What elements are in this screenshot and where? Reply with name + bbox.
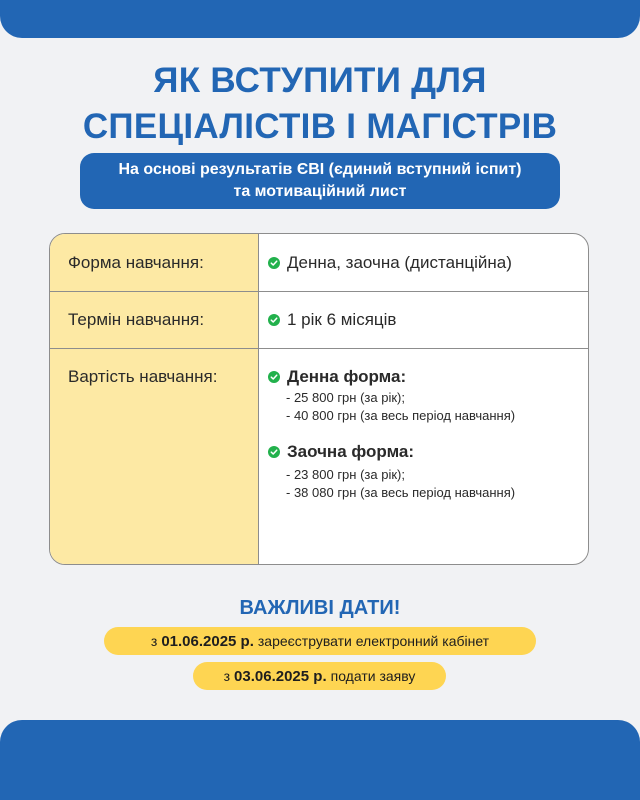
study-duration-value [268, 310, 396, 330]
study-duration-text: 1 рік 6 місяців [287, 310, 397, 329]
study-duration-label: Термін навчання: [68, 310, 205, 329]
date-value: 03.06.2025 р. [234, 667, 327, 685]
study-form-label: Форма навчання: [68, 253, 204, 272]
parttime-heading [268, 442, 414, 462]
row-divider [50, 291, 588, 292]
subtitle-line-2: та мотиваційний лист [233, 183, 407, 200]
fulltime-heading [268, 367, 406, 387]
check-circle-icon [268, 371, 280, 383]
check-circle-icon [268, 257, 280, 269]
parttime-cost-total: - 38 080 грн (за весь період навчання) [286, 485, 516, 500]
check-circle-icon [268, 314, 280, 326]
info-table [49, 233, 589, 565]
date-value: 01.06.2025 р. [161, 632, 254, 650]
fulltime-cost-year: - 25 800 грн (за рік); [286, 390, 405, 405]
date-pill-registration [104, 627, 536, 655]
study-cost-label: Вартість навчання: [68, 367, 218, 386]
label-column [50, 234, 259, 564]
page-title-line-1: ЯК ВСТУПИТИ ДЛЯ [153, 61, 487, 100]
important-dates-title: ВАЖЛИВІ ДАТИ! [239, 597, 401, 619]
study-form-text: Денна, заочна (дистанційна) [287, 253, 512, 272]
bottom-decor-bar [0, 720, 640, 800]
date-pill-application [193, 662, 446, 690]
check-circle-icon [268, 446, 280, 458]
date-prefix: з [223, 668, 231, 684]
study-form-value [268, 253, 512, 273]
subtitle-line-1: На основі результатів ЄВІ (єдиний вступний іспит) [118, 161, 522, 178]
fulltime-cost-total: - 40 800 грн (за весь період навчання) [286, 408, 516, 423]
date-text: подати заяву [330, 668, 416, 684]
subtitle-banner [80, 153, 560, 209]
row-divider [50, 348, 588, 349]
page-title-line-2: СПЕЦІАЛІСТІВ І МАГІСТРІВ [82, 107, 558, 146]
date-text: зареєструвати електронний кабінет [257, 633, 490, 649]
parttime-cost-year: - 23 800 грн (за рік); [286, 467, 405, 482]
parttime-heading-text: Заочна форма: [287, 442, 415, 461]
top-decor-bar [0, 0, 640, 38]
date-prefix: з [150, 633, 158, 649]
fulltime-heading-text: Денна форма: [287, 367, 407, 386]
page-title [0, 58, 640, 150]
